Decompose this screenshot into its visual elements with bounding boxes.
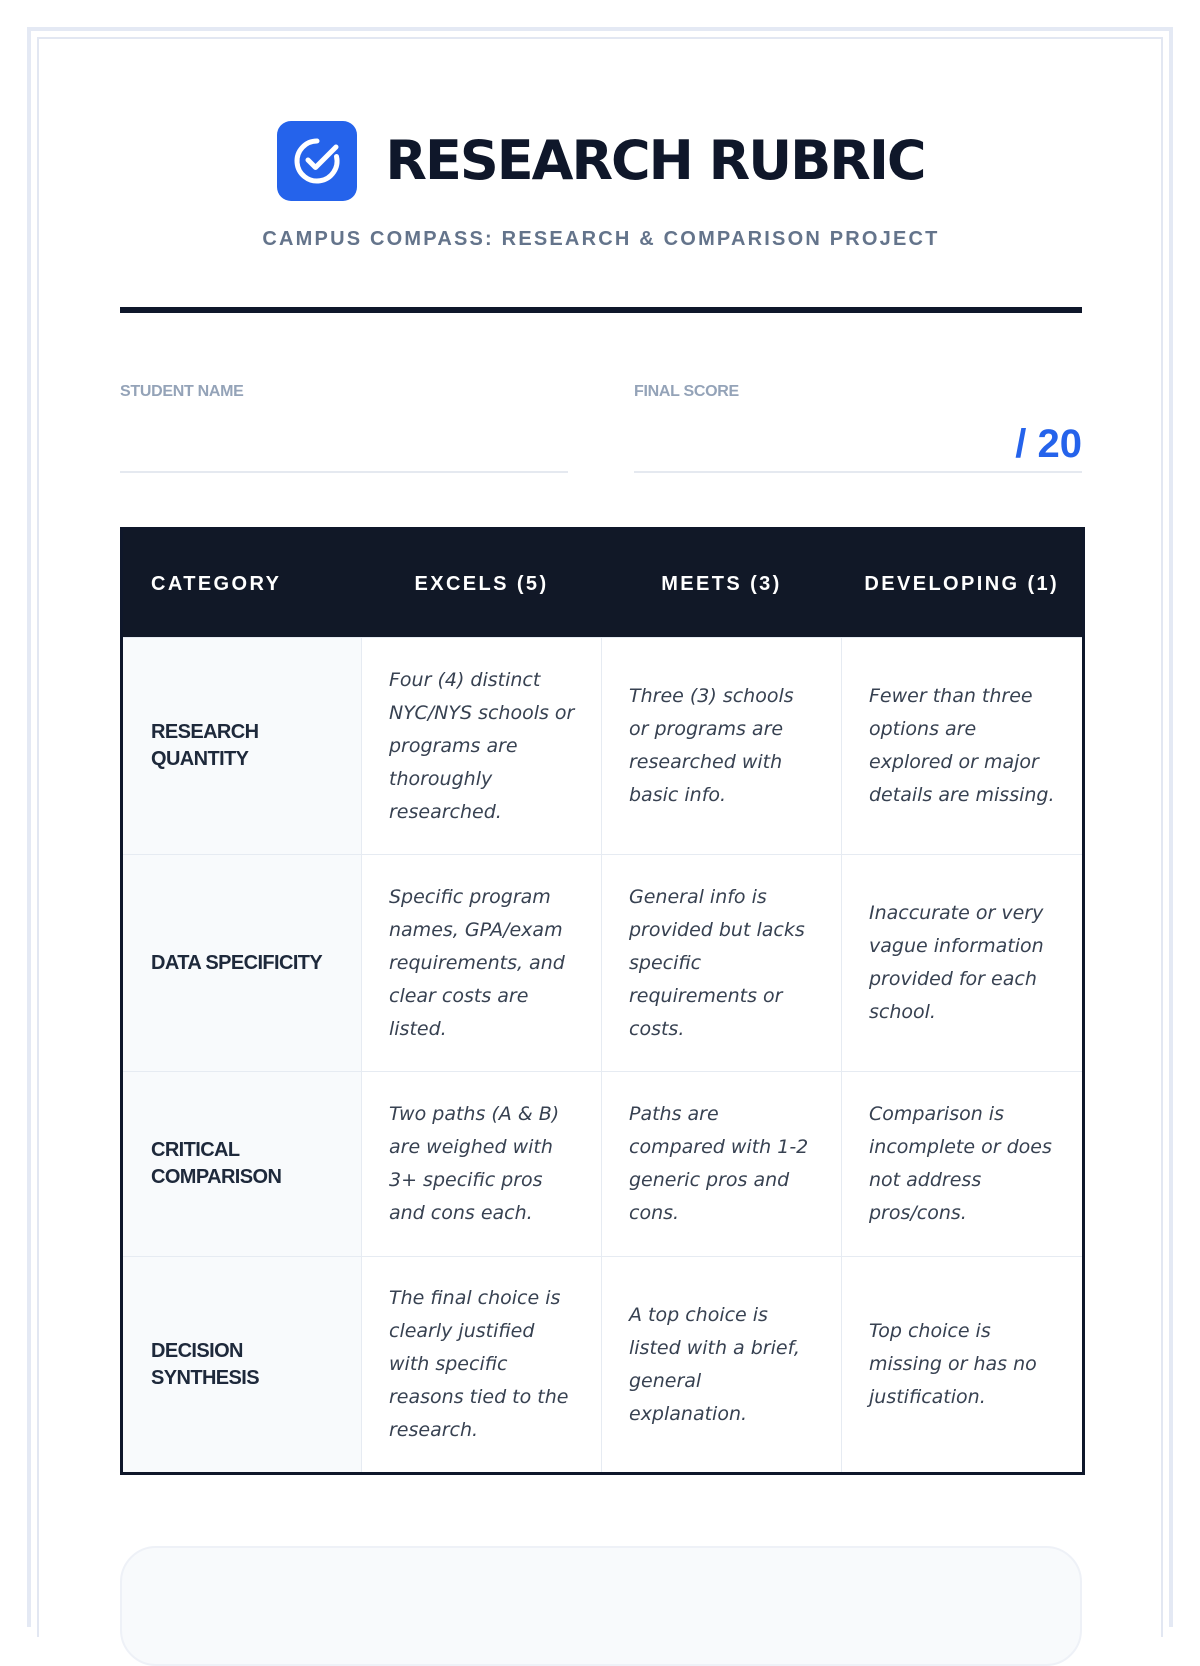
column-header-meets: MEETS (3) <box>661 572 782 595</box>
excels-cell: Two paths (A & B) are weighed with 3+ specific pros and cons each. <box>362 1072 602 1257</box>
excels-cell: Four (4) distinct NYC/NYS schools or programs are thoroughly researched. <box>362 638 602 855</box>
category-cell: DATA SPECIFICITY <box>122 855 362 1072</box>
title-row <box>120 121 1082 201</box>
meets-cell: A top choice is listed with a brief, general explanation. <box>602 1257 842 1474</box>
developing-cell: Inaccurate or very vague information provided for each school. <box>842 855 1084 1072</box>
column-header-category: CATEGORY <box>151 572 282 595</box>
student-name-label: STUDENT NAME <box>120 383 244 400</box>
rubric-table <box>120 527 1085 1475</box>
excels-cell: The final choice is clearly justified with specific reasons tied to the research. <box>362 1257 602 1474</box>
table-row <box>122 638 1084 855</box>
check-circle-icon <box>277 121 357 201</box>
final-score-label: FINAL SCORE <box>634 383 739 400</box>
developing-cell: Fewer than three options are explored or major details are missing. <box>842 638 1084 855</box>
category-cell: CRITICAL COMPARISON <box>122 1072 362 1257</box>
table-header-row <box>122 529 1084 638</box>
developing-cell: Comparison is incomplete or does not address pros/cons. <box>842 1072 1084 1257</box>
page-subtitle: CAMPUS COMPASS: RESEARCH & COMPARISON PROJECT <box>262 228 940 250</box>
column-header-developing: DEVELOPING (1) <box>864 572 1060 595</box>
developing-cell: Top choice is missing or has no justification. <box>842 1257 1084 1474</box>
header-divider <box>120 307 1082 313</box>
page-title: RESEARCH RUBRIC <box>385 129 925 192</box>
meets-cell: Paths are compared with 1-2 generic pros and cons. <box>602 1072 842 1257</box>
final-score-total: / 20 <box>1015 422 1082 466</box>
meets-cell: General info is provided but lacks specific requirements or costs. <box>602 855 842 1072</box>
category-cell: RESEARCH QUANTITY <box>122 638 362 855</box>
student-name-field[interactable] <box>120 383 568 473</box>
meets-cell: Three (3) schools or programs are researched with basic info. <box>602 638 842 855</box>
category-cell: DECISION SYNTHESIS <box>122 1257 362 1474</box>
column-header-excels: EXCELS (5) <box>414 572 549 595</box>
table-row <box>122 1257 1084 1474</box>
excels-cell: Specific program names, GPA/exam requirements, and clear costs are listed. <box>362 855 602 1072</box>
table-row <box>122 1072 1084 1257</box>
final-score-field[interactable] <box>634 383 1082 473</box>
table-row <box>122 855 1084 1072</box>
notes-box <box>120 1546 1082 1666</box>
